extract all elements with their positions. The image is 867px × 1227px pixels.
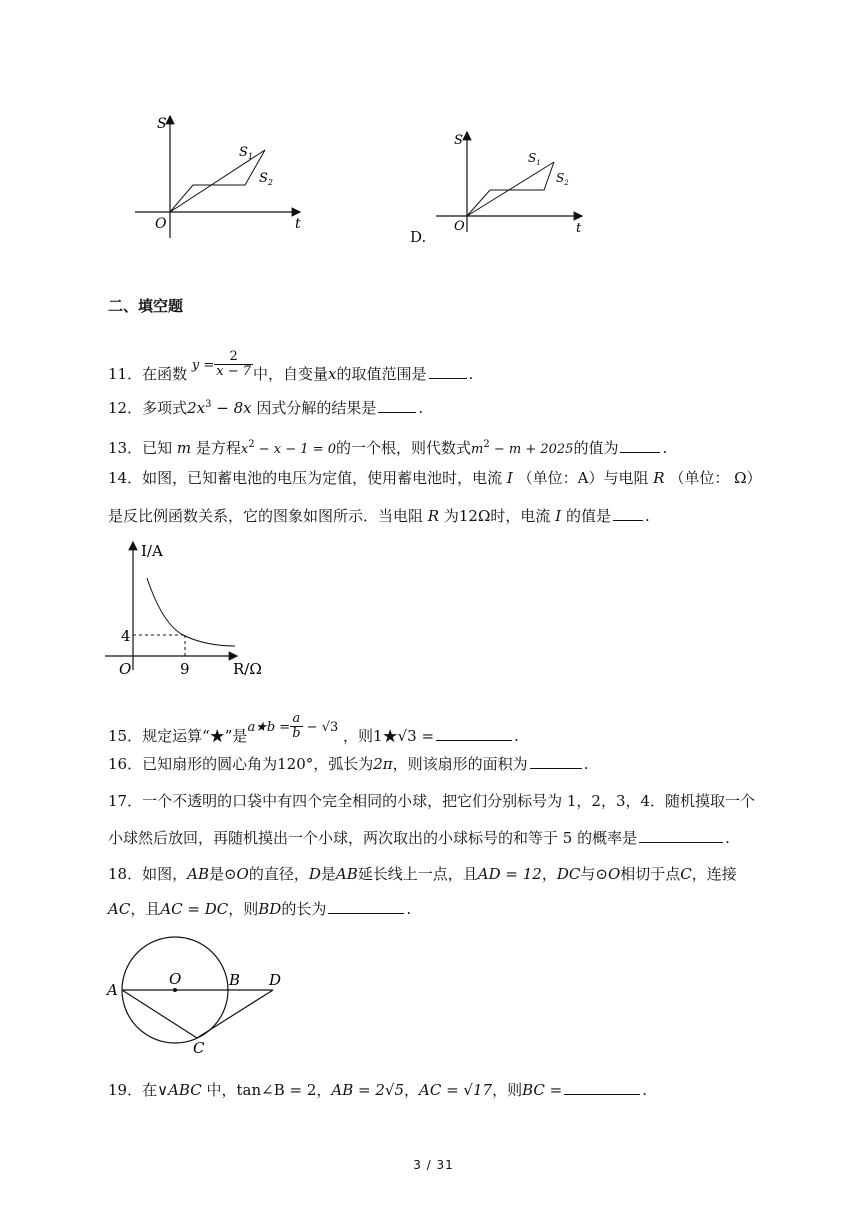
label-o: O [169, 970, 182, 988]
question-16 [108, 753, 588, 775]
q15-end: . [514, 727, 519, 745]
question-11 [108, 350, 473, 385]
q16-arc: 2π [373, 755, 393, 773]
q17-text1: 一个不透明的口袋中有四个完全相同的小球，把它们分别标号为 1，2，3，4．随机摸取一个 [142, 792, 756, 810]
q19-pre: 在 [142, 1081, 158, 1099]
center-dot [173, 988, 177, 992]
q19-ab: AB = 2√5 [331, 1081, 404, 1099]
q14-I: I [506, 469, 513, 487]
q11-end: . [468, 365, 474, 383]
q18-BD: BD [258, 900, 282, 918]
q17-number: 17． [108, 792, 143, 810]
segment-ac [122, 990, 197, 1038]
q14-text1b: （单位：A）与电阻 [517, 469, 649, 487]
q18-AD: AD = 12 [477, 865, 542, 883]
q18-eq: AC = DC [160, 900, 229, 918]
q15-fraction [290, 712, 302, 741]
q19-sep1: ， [316, 1081, 332, 1099]
q19-ac: AC = √17 [419, 1081, 493, 1099]
q13-mid2: 的一个根，则代数式 [336, 439, 472, 457]
label-b: B [229, 971, 241, 989]
q18-answer-blank[interactable] [328, 899, 404, 914]
y-tick-4: 4 [121, 627, 131, 645]
diagram-18 [105, 935, 295, 1060]
q13-mid1: 是方程 [195, 439, 241, 457]
option-d-label: D. [410, 228, 427, 246]
q14-text1d: ） [746, 469, 762, 487]
origin-label: O [119, 660, 132, 678]
origin-label: O [454, 219, 465, 234]
q14-R2: R [427, 507, 440, 525]
q18-AC: AC [108, 900, 131, 918]
inverse-curve [147, 578, 235, 646]
q18-t1c: 的直径， [248, 865, 309, 883]
q14-omega: Ω [734, 469, 747, 487]
q12-answer-blank[interactable] [378, 398, 416, 413]
q13-pre: 已知 [142, 439, 173, 457]
q14-number: 14． [108, 469, 143, 487]
q14-value: 12Ω [458, 507, 491, 525]
q18-t2c: 的长为 [281, 900, 327, 918]
q18-circO2: ⊙O [595, 865, 621, 883]
q11-pre: 在函数 [142, 365, 188, 383]
q15-ask: 1★√3 = [373, 727, 435, 745]
q14-R: R [653, 469, 665, 487]
s2-label: $S_2$ [556, 171, 569, 187]
q13-expr: m [471, 442, 484, 457]
question-14-line1 [108, 467, 762, 489]
label-a: A [107, 981, 118, 999]
q13-m: m [176, 439, 192, 457]
q15-answer-blank[interactable] [436, 726, 512, 741]
x-axis-label: t [295, 216, 301, 232]
s1-label: $S_1$ [528, 151, 541, 167]
q12-expr2: − 8x [211, 399, 252, 417]
q15-mid: ，则 [343, 727, 374, 745]
q16-post: ，则该扇形的面积为 [392, 755, 528, 773]
question-19 [108, 1079, 647, 1101]
q13-number: 13． [108, 439, 143, 457]
q15-def-left: a★b = [247, 720, 291, 735]
q16-pre: 已知扇形的圆心角为 [142, 755, 278, 773]
q13-eq: x [240, 442, 249, 457]
q18-number: 18． [108, 865, 143, 883]
q19-end: . [642, 1081, 647, 1099]
q18-AB2: AB [335, 865, 358, 883]
q19-tan: tan∠B = 2 [236, 1081, 317, 1099]
q18-circO: ⊙O [223, 865, 249, 883]
q17-answer-blank[interactable] [639, 828, 723, 843]
q14-text2d: 的值是 [565, 507, 611, 525]
q14-end: . [644, 507, 650, 525]
q17-end: . [725, 829, 730, 847]
q18-t1g: 与 [580, 865, 596, 883]
q19-mid2: ，则 [492, 1081, 523, 1099]
q18-t1b: 是 [208, 865, 224, 883]
q15-fnum: a [290, 712, 302, 727]
graph-14 [105, 538, 275, 680]
q18-DC: DC [556, 865, 581, 883]
q18-end: . [406, 900, 412, 918]
q18-AB: AB [187, 865, 209, 883]
q13-answer-blank[interactable] [620, 438, 660, 453]
x-axis-label: t [576, 221, 582, 236]
q11-var: x [328, 365, 337, 383]
x-tick-9: 9 [180, 660, 190, 678]
q12-number: 12． [108, 399, 143, 417]
segment-dc [197, 990, 273, 1038]
q11-mid: 中，自变量 [253, 365, 329, 383]
q14-text1c: （单位： [669, 469, 730, 487]
graph-option-d [430, 128, 590, 236]
graph-option-c [125, 108, 315, 243]
q19-number: 19． [108, 1081, 143, 1099]
question-12 [108, 394, 423, 419]
q19-sep2: ， [404, 1081, 420, 1099]
q13-eq2: − x − 1 = 0 [254, 442, 336, 457]
q11-fy: y = [191, 358, 215, 373]
label-c: C [193, 1039, 205, 1057]
q14-text2a: 是反比例函数关系，它的图象如图所示．当电阻 [108, 507, 424, 525]
q11-answer-blank[interactable] [429, 364, 467, 379]
q15-fden: b [292, 726, 301, 741]
q16-angle: 120° [277, 755, 314, 773]
q16-answer-blank[interactable] [530, 754, 582, 769]
q15-def-right: − √3 [302, 720, 339, 735]
y-axis-label: S [157, 116, 167, 132]
q13-expr2: − m + 2025 [489, 442, 574, 457]
page-number: 3 / 31 [413, 1158, 454, 1172]
q12-expr: 2x [187, 399, 206, 417]
q14-answer-blank[interactable] [613, 506, 643, 521]
y-axis-label: S [454, 133, 463, 148]
q12-exp: 3 [205, 399, 212, 410]
question-17-line2 [108, 827, 730, 849]
q11-number: 11． [108, 365, 143, 383]
question-14-line2 [108, 505, 650, 527]
q11-num: 2 [214, 350, 253, 365]
s1-line [467, 162, 554, 216]
q18-t1a: 如图， [142, 865, 188, 883]
q11-post: 的取值范围是 [336, 365, 427, 383]
s1-label: $S_1$ [239, 145, 253, 161]
q11-fraction [214, 350, 253, 379]
q18-C: C [680, 865, 692, 883]
q19-bc: BC = [522, 1081, 563, 1099]
question-17-line1 [108, 790, 755, 812]
q13-end: . [662, 439, 668, 457]
q18-t1i: ，连接 [691, 865, 737, 883]
q15-pre: 规定运算“★”是 [142, 727, 248, 745]
s2-label: $S_2$ [259, 171, 273, 187]
q12-post: 因式分解的结果是 [256, 399, 377, 417]
q13-post: 的值为 [573, 439, 619, 457]
q15-number: 15． [108, 727, 143, 745]
y-axis-label: I/A [141, 542, 163, 560]
question-15 [108, 712, 519, 747]
q14-text2c: 时，电流 [490, 507, 551, 525]
q16-mid: ，弧长为 [313, 755, 374, 773]
q13-eq-exp: 2 [248, 439, 255, 450]
q11-den: x − 7 [216, 364, 252, 379]
question-18-line1 [108, 863, 737, 885]
q19-tri: ∨ABC [157, 1081, 202, 1099]
x-axis-label: R/Ω [233, 660, 262, 678]
q18-t2a: ，且 [130, 900, 161, 918]
q12-pre: 多项式 [142, 399, 188, 417]
q14-I2: I [555, 507, 562, 525]
q18-t2b: ，则 [228, 900, 259, 918]
q19-mid1: 中， [206, 1081, 237, 1099]
q16-end: . [583, 755, 589, 773]
q13-expr-exp: 2 [483, 439, 490, 450]
q12-end: . [418, 399, 424, 417]
q18-t1h: 相切于点 [620, 865, 681, 883]
origin-label: O [155, 216, 167, 232]
q19-answer-blank[interactable] [564, 1080, 640, 1095]
section-title: 二、填空题 [108, 297, 184, 315]
question-13 [108, 434, 667, 461]
q18-t1d: 是 [320, 865, 336, 883]
q16-number: 16． [108, 755, 143, 773]
q18-D: D [308, 865, 321, 883]
q18-t1f: ， [541, 865, 557, 883]
q14-text1a: 如图，已知蓄电池的电压为定值，使用蓄电池时，电流 [142, 469, 503, 487]
q18-t1e: 延长线上一点，且 [357, 865, 478, 883]
q17-text2: 小球然后放回，再随机摸出一个小球，两次取出的小球标号的和等于 5 的概率是 [108, 829, 638, 847]
label-d: D [269, 971, 282, 989]
q14-text2b: 为 [443, 507, 459, 525]
question-18-line2 [108, 898, 411, 920]
